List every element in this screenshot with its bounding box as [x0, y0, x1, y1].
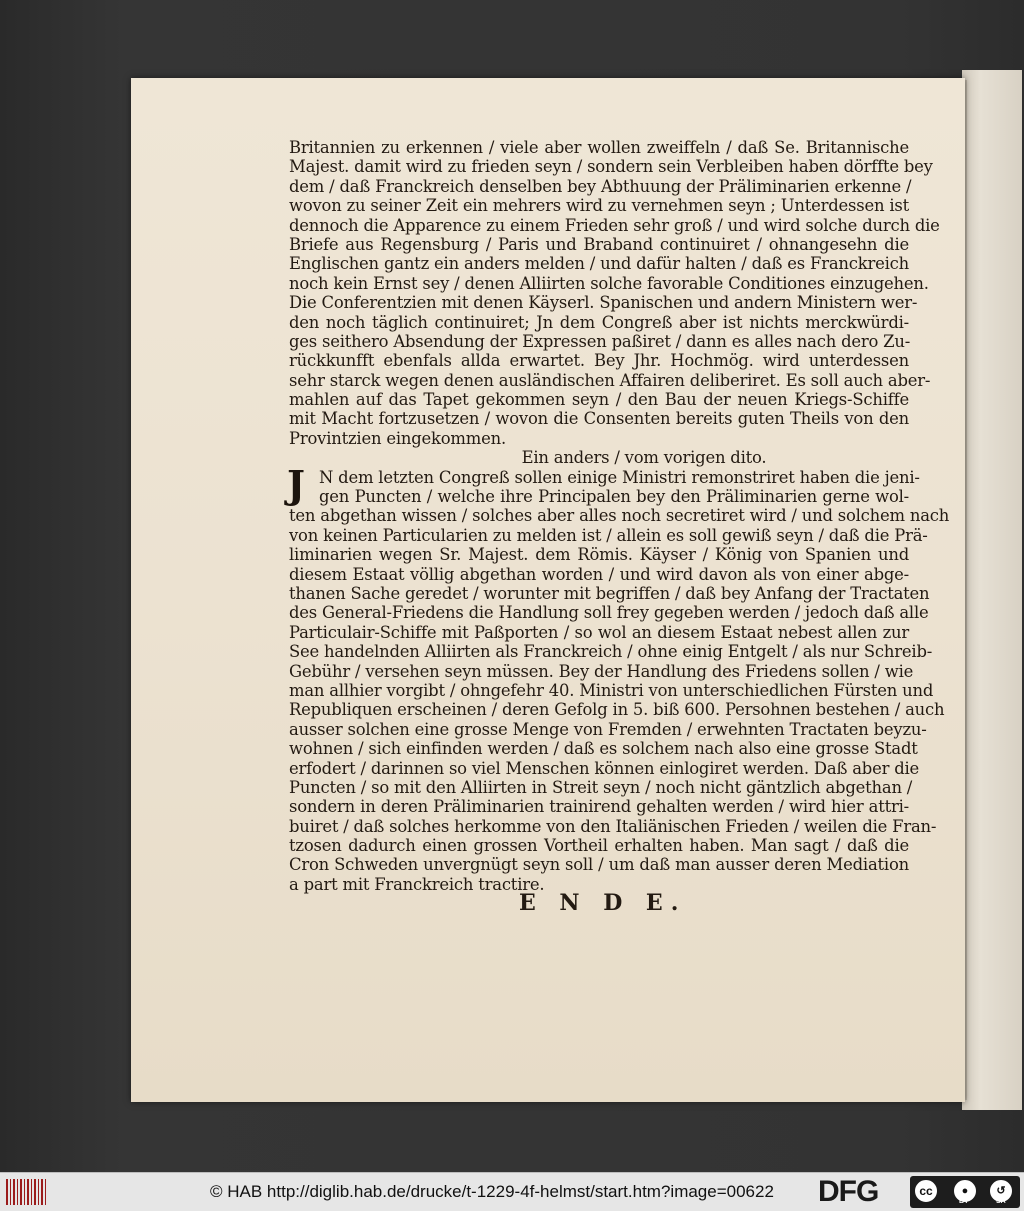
text-line: Majest. damit wird zu frieden seyn / sondern sein Verbleiben haben dörffte bey [289, 157, 933, 177]
text-line: gen Puncten / welche ihre Principalen bey den Präliminarien gerne wol- [319, 487, 909, 507]
by-label: BY [959, 1198, 969, 1205]
text-line: sehr starck wegen denen ausländischen Affairen deliberiret. Es soll auch aber- [289, 370, 931, 390]
cc-icon: cc [913, 1178, 939, 1204]
drop-initial: J [287, 461, 305, 507]
text-line: Republiquen erscheinen / deren Gefolg in 5. biß 600. Persohnen bestehen / auch [289, 700, 945, 720]
text-line: mit Macht fortzusetzen / wovon die Consenten bereits guten Theils von den [289, 409, 909, 429]
text-line: dem / daß Franckreich denselben bey Abthuung der Präliminarien erkenne / [289, 176, 912, 196]
text-line: thanen Sache geredet / worunter mit begriffen / daß bey Anfang der Tractaten [289, 583, 930, 603]
text-line: mahlen auf das Tapet gekommen seyn / den Bau der neuen Kriegs-Schiffe [289, 390, 909, 410]
text-line: Briefe aus Regensburg / Paris und Braband continuiret / ohnangesehn die [289, 234, 909, 254]
text-line: Puncten / so mit den Alliirten in Streit seyn / noch nicht gäntzlich abgethan / [289, 777, 913, 797]
text-line: a part mit Franckreich tractire. [289, 874, 545, 894]
text-line: dennoch die Apparence zu einem Frieden sehr groß / und wird solche durch die [289, 215, 940, 235]
section-heading: Ein anders / vom vorigen dito. [521, 448, 767, 468]
text-line: rückkunfft ebenfals allda erwartet. Bey Jhr. Hochmög. wird unterdessen [289, 351, 909, 371]
text-line: man allhier vorgibt / ohngefehr 40. Ministri von unterschiedlichen Fürsten und [289, 680, 934, 700]
paragraph-2 [287, 461, 950, 895]
text-line: ges seithero Absendung der Expressen paßiret / dann es alles nach dero Zu- [289, 331, 911, 351]
sa-icon: ↺ [988, 1178, 1014, 1204]
text-line: Gebühr / versehen seyn müssen. Bey der Handlung des Friedens sollen / wie [289, 661, 914, 681]
text-line: Britannien zu erkennen / viele aber wollen zweiffeln / daß Se. Britannische [289, 138, 909, 157]
text-line: ausser solchen eine grosse Menge von Fremden / erwehnten Tractaten beyzu- [289, 719, 927, 739]
text-line: N dem letzten Congreß sollen einige Ministri remonstriret haben die jeni- [319, 467, 920, 487]
footer-bar [0, 1172, 1024, 1211]
text-line: Englischen gantz ein anders melden / und dafür halten / daß es Franckreich [289, 254, 909, 274]
credit-link[interactable]: © HAB http://diglib.hab.de/drucke/t-1229-4f-helmst/start.htm?image=00622 [210, 1182, 774, 1201]
barcode-icon [6, 1179, 48, 1205]
text-line: Particulair-Schiffe mit Paßporten / so wol an diesem Estaat nebest allen zur [289, 622, 909, 642]
sa-label: SA [996, 1198, 1006, 1205]
paragraph-1 [289, 138, 940, 448]
document-text [287, 138, 950, 918]
dfg-logo: DFG [818, 1175, 879, 1208]
text-line: Die Conferentzien mit denen Käyserl. Spanischen und andern Ministern wer- [289, 293, 918, 313]
text-line: ten abgethan wissen / solches aber alles noch secretiret wird / und solchem nach [289, 506, 950, 526]
text-line: tzosen dadurch einen grossen Vortheil erhalten haben. Man sagt / daß die [289, 836, 909, 856]
text-line: Cron Schweden unvergnügt seyn soll / um daß man ausser deren Mediation [289, 855, 909, 875]
text-line: Provintzien eingekommen. [289, 428, 506, 448]
text-line: wohnen / sich einfinden werden / daß es solchem nach also eine grosse Stadt [289, 739, 918, 759]
ende-text: E N D E. [519, 890, 687, 917]
page-edge [962, 70, 1022, 1110]
text-line: sondern in deren Präliminarien trainirend gehalten werden / wird hier attri- [289, 797, 909, 817]
text-line: wovon zu seiner Zeit ein mehrers wird zu vernehmen seyn ; Unterdessen ist [289, 196, 909, 216]
text-line: noch kein Ernst sey / denen Alliirten solche favorable Conditiones einzugehen. [289, 273, 929, 293]
by-icon: ● [952, 1178, 978, 1204]
text-line: liminarien wegen Sr. Majest. dem Römis. Käyser / König von Spanien und [289, 545, 909, 565]
text-line: diesem Estaat völlig abgethan worden / und wird davon als von einer abge- [289, 564, 909, 584]
text-line: von keinen Particularien zu melden ist / allein es soll gewiß seyn / daß die Prä- [289, 525, 928, 545]
text-line: des General-Friedens die Handlung soll frey gegeben werden / jedoch daß alle [289, 603, 929, 623]
text-line: buiret / daß solches herkomme von den Italiänischen Frieden / weilen die Fran- [289, 816, 937, 836]
text-line: erfodert / darinnen so viel Menschen können einlogiret werden. Daß aber die [289, 758, 920, 778]
cc-license-badge[interactable] [910, 1176, 1020, 1208]
text-line: See handelnden Alliirten als Franckreich / ohne einig Entgelt / als nur Schreib- [289, 642, 933, 662]
text-line: den noch täglich continuiret; Jn dem Congreß aber ist nichts merckwürdi- [289, 312, 909, 332]
